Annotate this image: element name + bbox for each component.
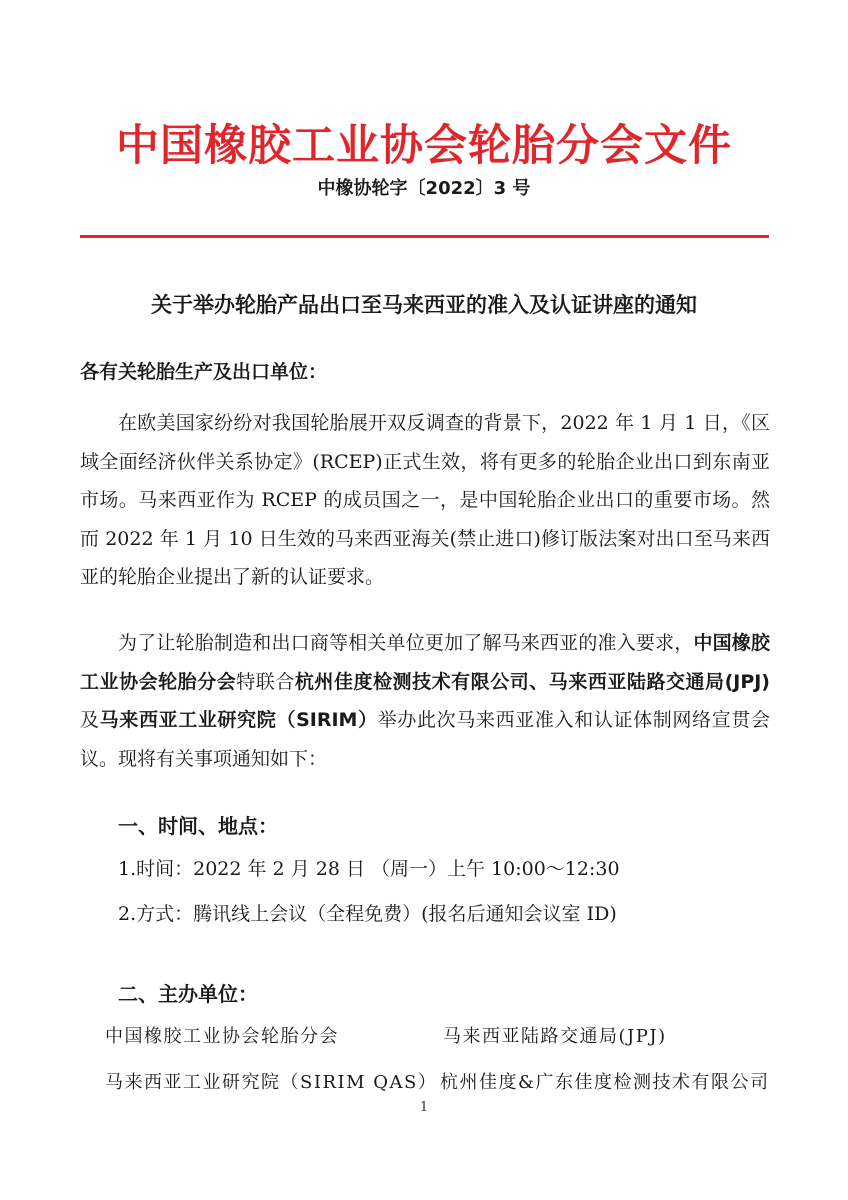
red-divider-line — [80, 235, 769, 238]
time-item: 1.时间：2022 年 2 月 28 日 （周一）上午 10:00～12:30 — [118, 858, 620, 880]
organizer-item: 杭州佳度&广东佳度检测技术有限公司 — [440, 1072, 770, 1093]
organizer-item: 马来西亚工业研究院（SIRIM QAS） — [105, 1072, 438, 1093]
paragraph-2-text-1: 为了让轮胎制造和出口商等相关单位更加了解马来西亚的准入要求， — [118, 632, 694, 654]
section-heading-organizers: 二、主办单位： — [118, 982, 258, 1006]
sirim-bold: 马来西亚工业研究院（SIRIM） — [99, 709, 378, 731]
paragraph-2-text-2: 特联合 — [236, 670, 295, 693]
paragraph-2-text-3: 及 — [80, 709, 100, 731]
body-paragraph-2 — [80, 624, 770, 778]
salutation: 各有关轮胎生产及出口单位： — [80, 361, 328, 383]
paragraph-2-text-4: 举办此次马来西亚准入和认证体制网络宣贯会议。现将有关事项通知如下： — [80, 709, 770, 770]
organizer-item: 马来西亚陆路交通局(JPJ) — [443, 1026, 667, 1047]
notice-title: 关于举办轮胎产品出口至马来西亚的准入及认证讲座的通知 — [151, 293, 697, 317]
document-number: 中橡协轮字〔2022〕3 号 — [317, 178, 531, 199]
co-organizers-bold: 杭州佳度检测技术有限公司、马来西亚陆路交通局(JPJ) — [294, 670, 770, 693]
method-item: 2.方式：腾讯线上会议（全程免费）(报名后通知会议室 ID) — [118, 903, 617, 925]
organizer-item: 中国橡胶工业协会轮胎分会 — [105, 1026, 339, 1047]
section-heading-time-place: 一、时间、地点： — [118, 814, 278, 838]
document-header-title: 中国橡胶工业协会轮胎分会文件 — [116, 121, 732, 171]
page-number: 1 — [419, 1100, 429, 1115]
organizer-tire-branch-bold: 中国橡胶工业协会轮胎分会 — [80, 632, 770, 693]
body-paragraph-1: 在欧美国家纷纷对我国轮胎展开双反调查的背景下，2022 年 1 月 1 日，《区域全面经济伙伴关系协定》(RCEP)正式生效，将有更多的轮胎企业出口到东南亚市场。马来西亚作为 RCEP 的成员国之一，是中国轮胎企业出口的重要市场。然而 2022 年 1 月 10 日生效的马来西亚海关(禁止进口)修订版法案对出口至马来西亚的轮胎企业提出了新的认证要求。 — [80, 412, 770, 588]
